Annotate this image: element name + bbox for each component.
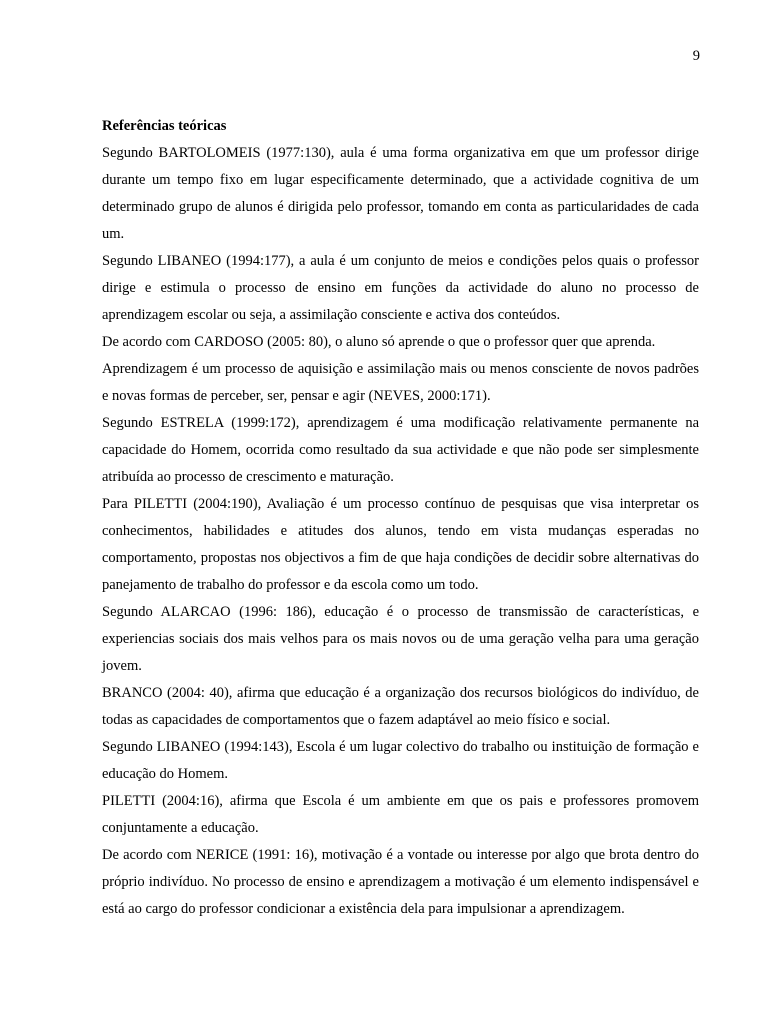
paragraph-libaneo-escola: Segundo LIBANEO (1994:143), Escola é um lugar colectivo do trabalho ou instituição de formação e educação do Homem. [102,739,699,782]
paragraph-piletti-escola: PILETTI (2004:16), afirma que Escola é um ambiente em que os pais e professores promovem conjuntamente a educação. [102,793,699,836]
paragraph-alarcao: Segundo ALARCAO (1996: 186), educação é o processo de transmissão de características, e experiencias sociais dos mais velhos para os mais novos ou de uma geração velha para uma geração jovem. [102,604,699,674]
paragraph-aprendizagem-neves: Aprendizagem é um processo de aquisição e assimilação mais ou menos consciente de novos padrões e novas formas de perceber, ser, pensar e agir (NEVES, 2000:171). [102,361,699,404]
document-body [102,113,699,923]
paragraph-cardoso: De acordo com CARDOSO (2005: 80), o aluno só aprende o que o professor quer que aprenda. [102,334,656,350]
paragraph-bartolomeis: Segundo BARTOLOMEIS (1977:130), aula é uma forma organizativa em que um professor dirige durante um tempo fixo em lugar especificamente determinado, que a actividade cognitiva de um determinado grupo de alunos é dirigida pelo professor, tomando em conta as particularidades de cada um. [102,145,699,242]
paragraph-nerice: De acordo com NERICE (1991: 16), motivação é a vontade ou interesse por algo que brota dentro do próprio indivíduo. No processo de ensino e aprendizagem a motivação é um elemento indispensável e está ao cargo do professor condicionar a existência dela para impulsionar a aprendizagem. [102,847,699,917]
paragraph-branco: BRANCO (2004: 40), afirma que educação é a organização dos recursos biológicos do indivíduo, de todas as capacidades de comportamentos que o fazem adaptável ao meio físico e social. [102,685,699,728]
paragraph-piletti-avaliacao: Para PILETTI (2004:190), Avaliação é um processo contínuo de pesquisas que visa interpretar os conhecimentos, habilidades e atitudes dos alunos, tendo em vista mudanças esperadas no comportamento, propostas nos objectivos a fim de que haja condições de decidir sobre alternativas do panejamento de trabalho do professor e da escola como um todo. [102,496,699,593]
paragraph-libaneo-aula: Segundo LIBANEO (1994:177), a aula é um conjunto de meios e condições pelos quais o professor dirige e estimula o processo de ensino em funções da actividade do aluno no processo de aprendizagem escolar ou seja, a assimilação consciente e activa dos conteúdos. [102,253,699,323]
page-number: 9 [692,48,700,64]
section-heading: Referências teóricas [102,118,227,134]
paragraph-estrela: Segundo ESTRELA (1999:172), aprendizagem é uma modificação relativamente permanente na capacidade do Homem, ocorrida como resultado da sua actividade e que não pode ser simplesmente atribuída ao processo de crescimento e maturação. [102,415,699,485]
